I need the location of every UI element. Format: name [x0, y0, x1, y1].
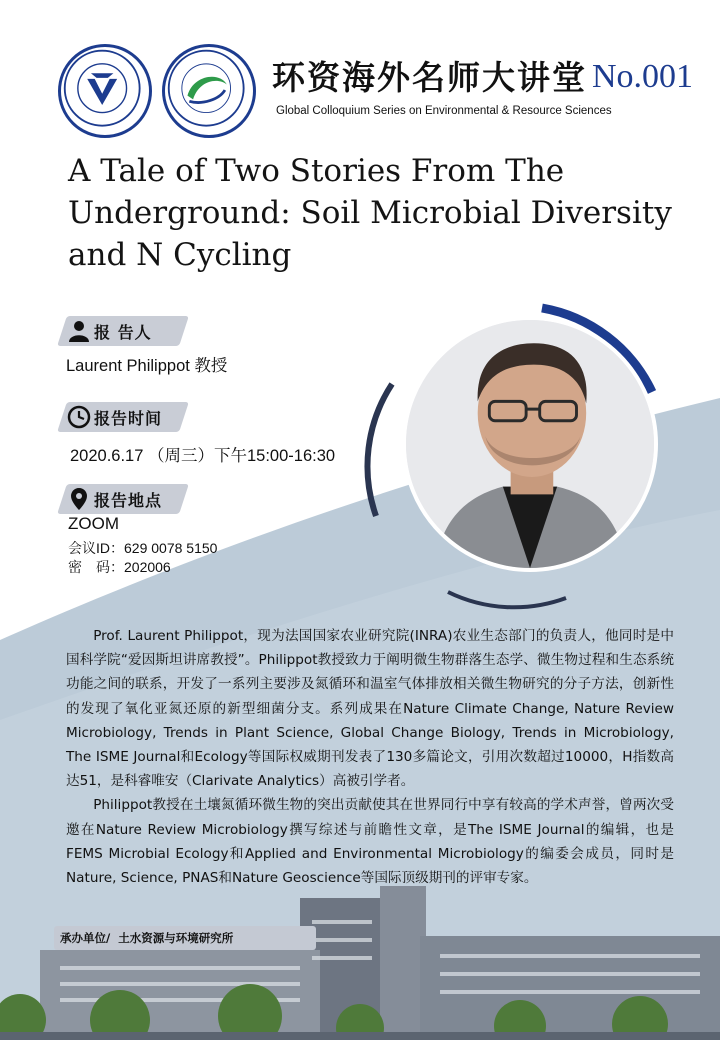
time-tag-label: 报告时间	[94, 408, 163, 428]
speaker-name: Laurent Philippot 教授	[66, 357, 228, 375]
meeting-id-row	[68, 538, 217, 558]
password-row	[68, 557, 171, 577]
speaker-bio	[66, 624, 674, 890]
series-subtitle: Global Colloquium Series on Environmental & Resource Sciences	[276, 105, 612, 117]
venue-platform: ZOOM	[68, 514, 119, 533]
meeting-id-label: 会议ID：	[68, 540, 124, 556]
host-label: 承办单位/	[60, 931, 111, 945]
location-pin-icon	[66, 486, 92, 512]
campus-building-image	[0, 880, 720, 1040]
speaker-portrait	[402, 316, 658, 572]
host-value: 土水资源与环境研究所	[118, 931, 234, 945]
person-icon	[66, 318, 92, 344]
host-organization-bar	[54, 926, 316, 950]
issue-number: No.001	[592, 58, 694, 95]
time-tag	[62, 402, 162, 432]
bio-paragraph: Philippot教授在土壤氮循环微生物的突出贡献使其在世界同行中享有较高的学术声誉，曾两次受邀在Nature Review Microbiology撰写综述与前瞻性文章，是The ISME Journal的编辑，也是FEMS Microbial Ecology和Applied and Environmental Microbiology的编委会成员，同时是Nature, Science, PNAS和Nature Geoscience等国际顶级期刊的评审专家。	[66, 797, 674, 887]
talk-time: 2020.6.17 （周三）下午15:00-16:30	[70, 447, 336, 465]
talk-title	[68, 150, 708, 276]
speaker-tag	[62, 316, 152, 346]
talk-title-line: Underground: Soil Microbial Diversity	[68, 195, 672, 231]
zhejiang-university-logo	[58, 44, 152, 138]
series-title: 环资海外名师大讲堂	[272, 58, 587, 97]
venue-tag	[62, 484, 162, 514]
talk-title-line: and N Cycling	[68, 237, 292, 273]
password-label: 密 码：	[68, 559, 124, 575]
environment-college-logo	[162, 44, 256, 138]
speaker-tag-label: 报 告人	[94, 322, 152, 342]
meeting-id-value: 629 0078 5150	[124, 540, 218, 556]
password-value: 202006	[124, 559, 171, 575]
clock-icon	[66, 404, 92, 430]
venue-tag-label: 报告地点	[94, 490, 163, 510]
bio-paragraph: Prof. Laurent Philippot，现为法国国家农业研究院(INRA)农业生态部门的负责人，他同时是中国科学院“爱因斯坦讲席教授”。Philippot教授致力于阐明微生物群落生态学、微生物过程和生态系统功能之间的联系，开发了一系列主要涉及氮循环和温室气体排放相关微生物研究的分子方法，创新性的发现了氧化亚氮还原的新型细菌分支。系列成果在Nature Climate Change, Nature Review Microbiology, Trends in Plant Science, Global Change Biology, Trends in Microbiology, The ISME Journal和Ecology等国际权威期刊发表了130多篇论文，引用次数超过10000，H指数高达51，是科睿唯安（Clarivate Analytics）高被引学者。	[66, 628, 674, 790]
talk-title-line: A Tale of Two Stories From The	[68, 153, 565, 189]
